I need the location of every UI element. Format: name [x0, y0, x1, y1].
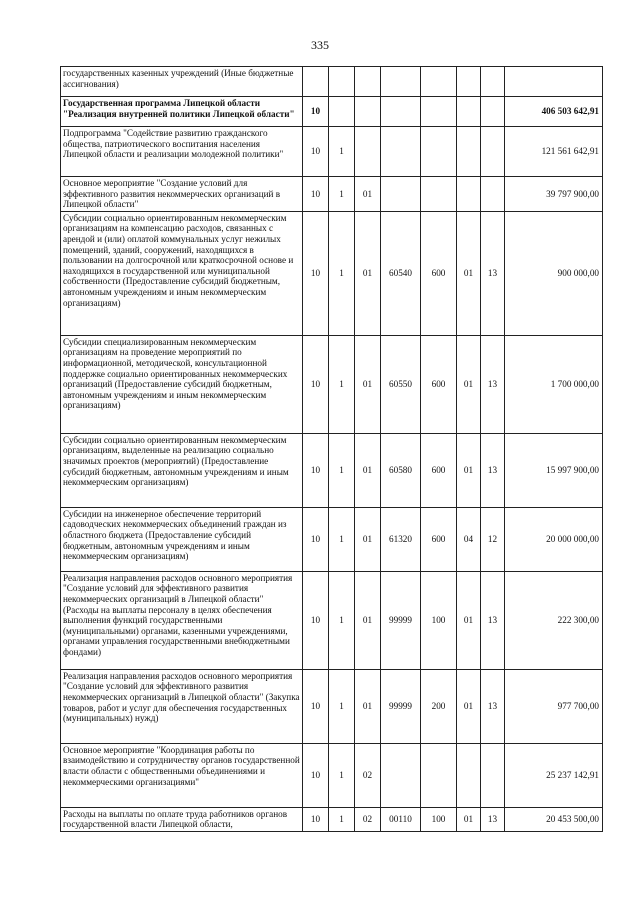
subsection-code-cell: 13 — [481, 433, 505, 507]
section-code-cell: 01 — [457, 335, 481, 433]
expense-direction-cell — [381, 177, 421, 212]
program-code-cell: 10 — [303, 507, 329, 571]
row-name-cell: Субсидии на инженерное обеспечение территорий садоводческих некоммерческих объединений граждан из областного бюджета (Предоставление субсидий бюджетным, автономным учреждениям и иным некоммерческим организациям) — [61, 507, 303, 571]
main-measure-code-cell — [355, 97, 381, 127]
main-measure-code-cell: 02 — [355, 807, 381, 831]
table-row — [61, 669, 603, 743]
subsection-code-cell: 12 — [481, 507, 505, 571]
section-code-cell — [457, 67, 481, 97]
amount-cell: 900 000,00 — [505, 211, 603, 335]
table-row — [61, 177, 603, 212]
section-code-cell: 01 — [457, 211, 481, 335]
subprogram-code-cell: 1 — [329, 743, 355, 807]
section-code-cell — [457, 177, 481, 212]
amount-cell: 25 237 142,91 — [505, 743, 603, 807]
program-code-cell: 10 — [303, 433, 329, 507]
subprogram-code-cell: 1 — [329, 433, 355, 507]
expense-direction-cell — [381, 67, 421, 97]
row-name-cell: Основное мероприятие "Создание условий для эффективного развития некоммерческих организаций в Липецкой области" — [61, 177, 303, 212]
subsection-code-cell — [481, 97, 505, 127]
subprogram-code-cell: 1 — [329, 807, 355, 831]
expense-type-cell: 100 — [421, 807, 457, 831]
subprogram-code-cell: 1 — [329, 507, 355, 571]
expense-type-cell: 600 — [421, 507, 457, 571]
expense-type-cell — [421, 127, 457, 177]
amount-cell: 406 503 642,91 — [505, 97, 603, 127]
row-name-cell: Реализация направления расходов основного мероприятия "Создание условий для эффективного развития некоммерческих организаций в Липецкой области" (Расходы на выплаты персоналу в целях обеспечения выполнения функций государственными (муниципальными) органами, казенными учреждениями, органами управления государственными внебюджетными фондами) — [61, 571, 303, 669]
table-row — [61, 743, 603, 807]
expense-direction-cell: 00110 — [381, 807, 421, 831]
row-name-cell: Государственная программа Липецкой области "Реализация внутренней политики Липецкой области" — [61, 97, 303, 127]
program-code-cell: 10 — [303, 335, 329, 433]
expense-type-cell: 600 — [421, 211, 457, 335]
amount-cell: 121 561 642,91 — [505, 127, 603, 177]
expense-direction-cell: 61320 — [381, 507, 421, 571]
program-code-cell: 10 — [303, 743, 329, 807]
expense-type-cell: 600 — [421, 433, 457, 507]
section-code-cell — [457, 743, 481, 807]
amount-cell: 15 997 900,00 — [505, 433, 603, 507]
subsection-code-cell — [481, 743, 505, 807]
table-row — [61, 67, 603, 97]
expense-type-cell: 600 — [421, 335, 457, 433]
subprogram-code-cell: 1 — [329, 177, 355, 212]
subsection-code-cell: 13 — [481, 211, 505, 335]
main-measure-code-cell: 02 — [355, 743, 381, 807]
program-code-cell: 10 — [303, 97, 329, 127]
table-row — [61, 433, 603, 507]
amount-cell: 1 700 000,00 — [505, 335, 603, 433]
expense-direction-cell: 60540 — [381, 211, 421, 335]
expense-direction-cell: 99999 — [381, 571, 421, 669]
row-name-cell: Расходы на выплаты по оплате труда работников органов государственной власти Липецкой области, — [61, 807, 303, 831]
row-name-cell: государственных казенных учреждений (Иные бюджетные ассигнования) — [61, 67, 303, 97]
table-row — [61, 807, 603, 831]
page-number: 335 — [311, 38, 329, 52]
expense-direction-cell: 60580 — [381, 433, 421, 507]
main-measure-code-cell: 01 — [355, 211, 381, 335]
amount-cell: 20 000 000,00 — [505, 507, 603, 571]
table-row — [61, 211, 603, 335]
program-code-cell — [303, 67, 329, 97]
expense-direction-cell: 60550 — [381, 335, 421, 433]
section-code-cell: 04 — [457, 507, 481, 571]
expense-type-cell: 100 — [421, 571, 457, 669]
program-code-cell: 10 — [303, 571, 329, 669]
main-measure-code-cell: 01 — [355, 571, 381, 669]
table-row — [61, 571, 603, 669]
section-code-cell: 01 — [457, 669, 481, 743]
expense-type-cell: 200 — [421, 669, 457, 743]
subprogram-code-cell: 1 — [329, 571, 355, 669]
program-code-cell: 10 — [303, 669, 329, 743]
subsection-code-cell: 13 — [481, 571, 505, 669]
subsection-code-cell — [481, 177, 505, 212]
subsection-code-cell — [481, 67, 505, 97]
amount-cell — [505, 67, 603, 97]
row-name-cell: Основное мероприятие "Координация работы по взаимодействию и сотрудничеству органов государственной власти области с общественными объединениями и некоммерческими организациями" — [61, 743, 303, 807]
amount-cell: 222 300,00 — [505, 571, 603, 669]
main-measure-code-cell: 01 — [355, 433, 381, 507]
row-name-cell: Подпрограмма "Содействие развитию гражданского общества, патриотического воспитания населения Липецкой области и реализации молодежной политики" — [61, 127, 303, 177]
program-code-cell: 10 — [303, 177, 329, 212]
table-row — [61, 97, 603, 127]
subprogram-code-cell — [329, 67, 355, 97]
section-code-cell: 01 — [457, 433, 481, 507]
program-code-cell: 10 — [303, 211, 329, 335]
main-measure-code-cell: 01 — [355, 669, 381, 743]
main-measure-code-cell — [355, 67, 381, 97]
expense-direction-cell — [381, 97, 421, 127]
expense-type-cell — [421, 67, 457, 97]
expense-type-cell — [421, 177, 457, 212]
subsection-code-cell: 13 — [481, 807, 505, 831]
main-measure-code-cell: 01 — [355, 177, 381, 212]
expense-direction-cell — [381, 127, 421, 177]
program-code-cell: 10 — [303, 127, 329, 177]
section-code-cell: 01 — [457, 571, 481, 669]
subsection-code-cell: 13 — [481, 335, 505, 433]
section-code-cell — [457, 127, 481, 177]
main-measure-code-cell: 01 — [355, 335, 381, 433]
expense-type-cell — [421, 97, 457, 127]
row-name-cell: Субсидии социально ориентированным некоммерческим организациям на компенсацию расходов, связанных с арендой и (или) оплатой коммунальных услуг нежилых помещений, зданий, сооружений, находящихся в пользовании на долгосрочной или краткосрочной основе и находящихся в государственной или муниципальной собственности (Предоставление субсидий бюджетным, автономным учреждениям и иным некоммерческим организациям) — [61, 211, 303, 335]
table-row — [61, 127, 603, 177]
main-measure-code-cell — [355, 127, 381, 177]
expense-direction-cell: 99999 — [381, 669, 421, 743]
subprogram-code-cell: 1 — [329, 127, 355, 177]
amount-cell: 977 700,00 — [505, 669, 603, 743]
budget-table — [60, 66, 603, 832]
main-measure-code-cell: 01 — [355, 507, 381, 571]
subprogram-code-cell: 1 — [329, 211, 355, 335]
program-code-cell: 10 — [303, 807, 329, 831]
expense-type-cell — [421, 743, 457, 807]
subprogram-code-cell — [329, 97, 355, 127]
subsection-code-cell: 13 — [481, 669, 505, 743]
expense-direction-cell — [381, 743, 421, 807]
subprogram-code-cell: 1 — [329, 335, 355, 433]
table-row — [61, 335, 603, 433]
subprogram-code-cell: 1 — [329, 669, 355, 743]
amount-cell: 39 797 900,00 — [505, 177, 603, 212]
section-code-cell — [457, 97, 481, 127]
section-code-cell: 01 — [457, 807, 481, 831]
amount-cell: 20 453 500,00 — [505, 807, 603, 831]
row-name-cell: Субсидии специализированным некоммерческим организациям на проведение мероприятий по информационной, методической, консультационной поддержке социально ориентированных некоммерческих организаций (Предоставление субсидий бюджетным, автономным учреждениям и иным некоммерческим организациям) — [61, 335, 303, 433]
subsection-code-cell — [481, 127, 505, 177]
table-row — [61, 507, 603, 571]
row-name-cell: Реализация направления расходов основного мероприятия "Создание условий для эффективного развития некоммерческих организаций в Липецкой области" (Закупка товаров, работ и услуг для обеспечения государственных (муниципальных) нужд) — [61, 669, 303, 743]
row-name-cell: Субсидии социально ориентированным некоммерческим организациям, выделенные на реализацию социально значимых проектов (мероприятий) (Предоставление субсидий бюджетным, автономным учреждениям и иным некоммерческим организациям) — [61, 433, 303, 507]
